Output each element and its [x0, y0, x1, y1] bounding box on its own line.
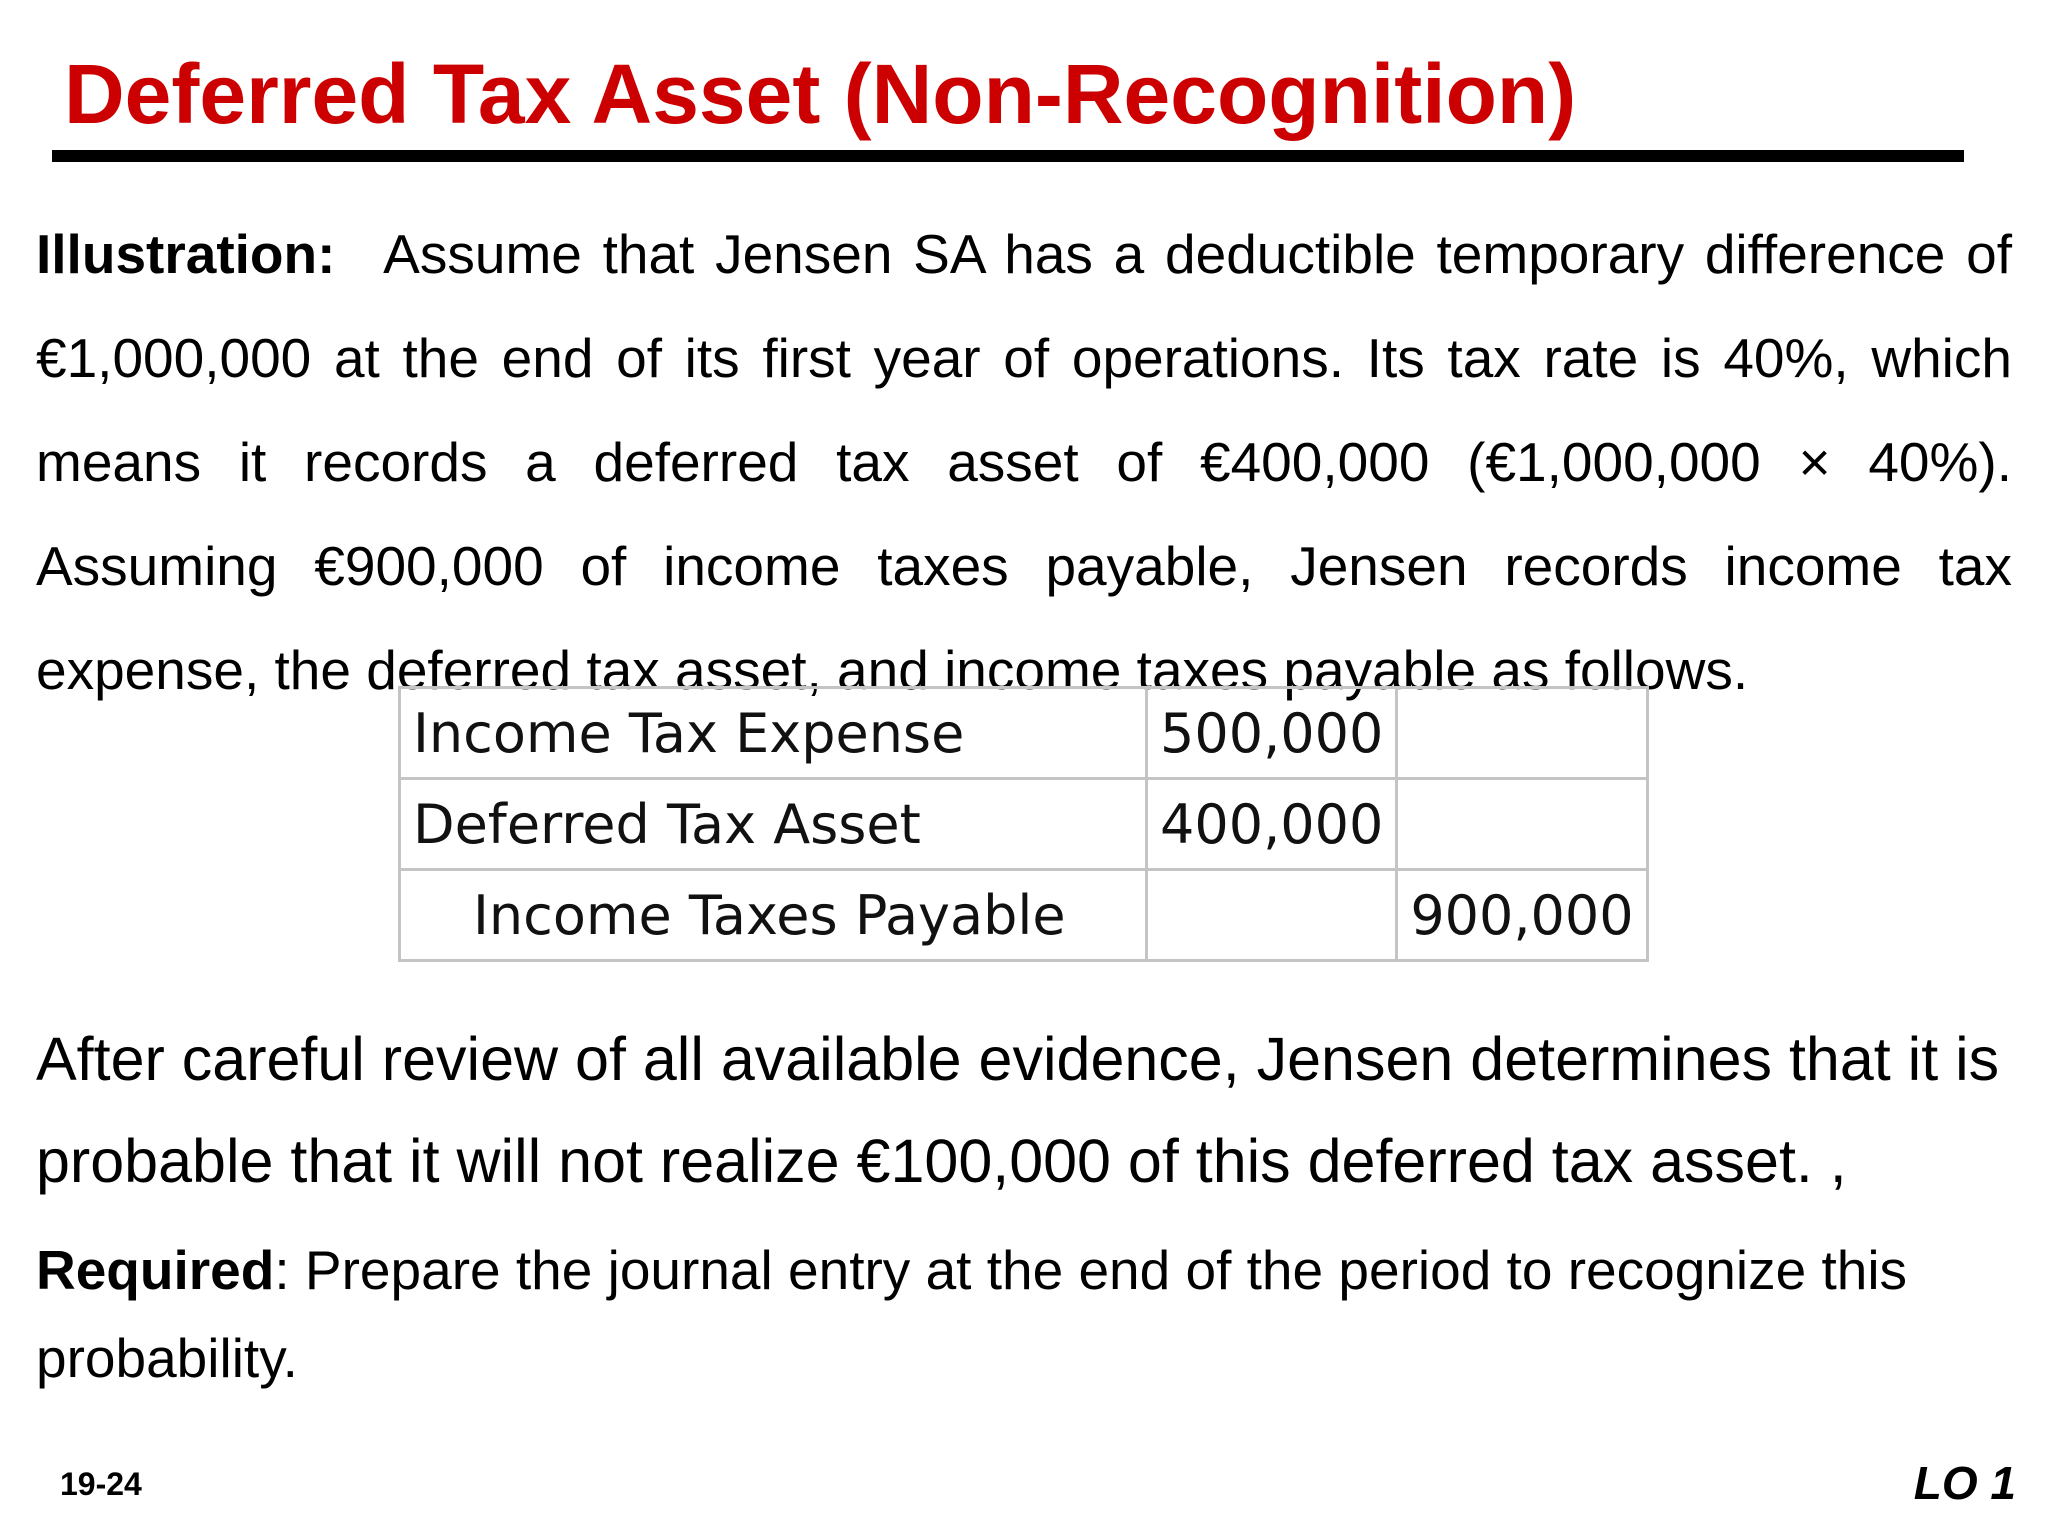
- illustration-text: Assume that Jensen SA has a deductible temporary difference of €1,000,000 at the end of its first year of operations. Its tax rate is 40%, which means it records a deferred tax asset of €400,000 (€1,000,000 × 40%). Assuming €900,000 of income taxes payable, Jensen records income tax expense, the deferred tax asset, and income taxes payable as follows.: [36, 223, 2013, 701]
- slide-title: Deferred Tax Asset (Non-Recognition): [64, 47, 1577, 141]
- table-row: [400, 870, 1648, 961]
- table-row: [400, 688, 1648, 779]
- account-name: Deferred Tax Asset: [400, 779, 1147, 870]
- illustration-label: Illustration:: [36, 223, 336, 285]
- account-name: Income Tax Expense: [400, 688, 1147, 779]
- credit-amount: [1397, 688, 1647, 779]
- debit-amount: 400,000: [1147, 779, 1397, 870]
- analysis-paragraph: After careful review of all available evidence, Jensen determines that it is probable that it will not realize €100,000 of this deferred tax asset. ,: [36, 1025, 2000, 1195]
- debit-amount: [1147, 870, 1397, 961]
- credit-amount: [1397, 779, 1647, 870]
- title-underline: [52, 150, 1964, 162]
- required-paragraph: [36, 1226, 2026, 1402]
- required-text: : Prepare the journal entry at the end of the period to recognize this probability.: [36, 1239, 1908, 1389]
- learning-objective-tag: LO 1: [1913, 1457, 2016, 1509]
- illustration-paragraph: [36, 202, 2012, 722]
- credit-amount: 900,000: [1397, 870, 1647, 961]
- required-label: Required: [36, 1239, 275, 1301]
- journal-entry-table: [398, 686, 1649, 962]
- slide-number: 19-24: [60, 1466, 142, 1502]
- table-row: [400, 779, 1648, 870]
- debit-amount: 500,000: [1147, 688, 1397, 779]
- account-name: Income Taxes Payable: [400, 870, 1147, 961]
